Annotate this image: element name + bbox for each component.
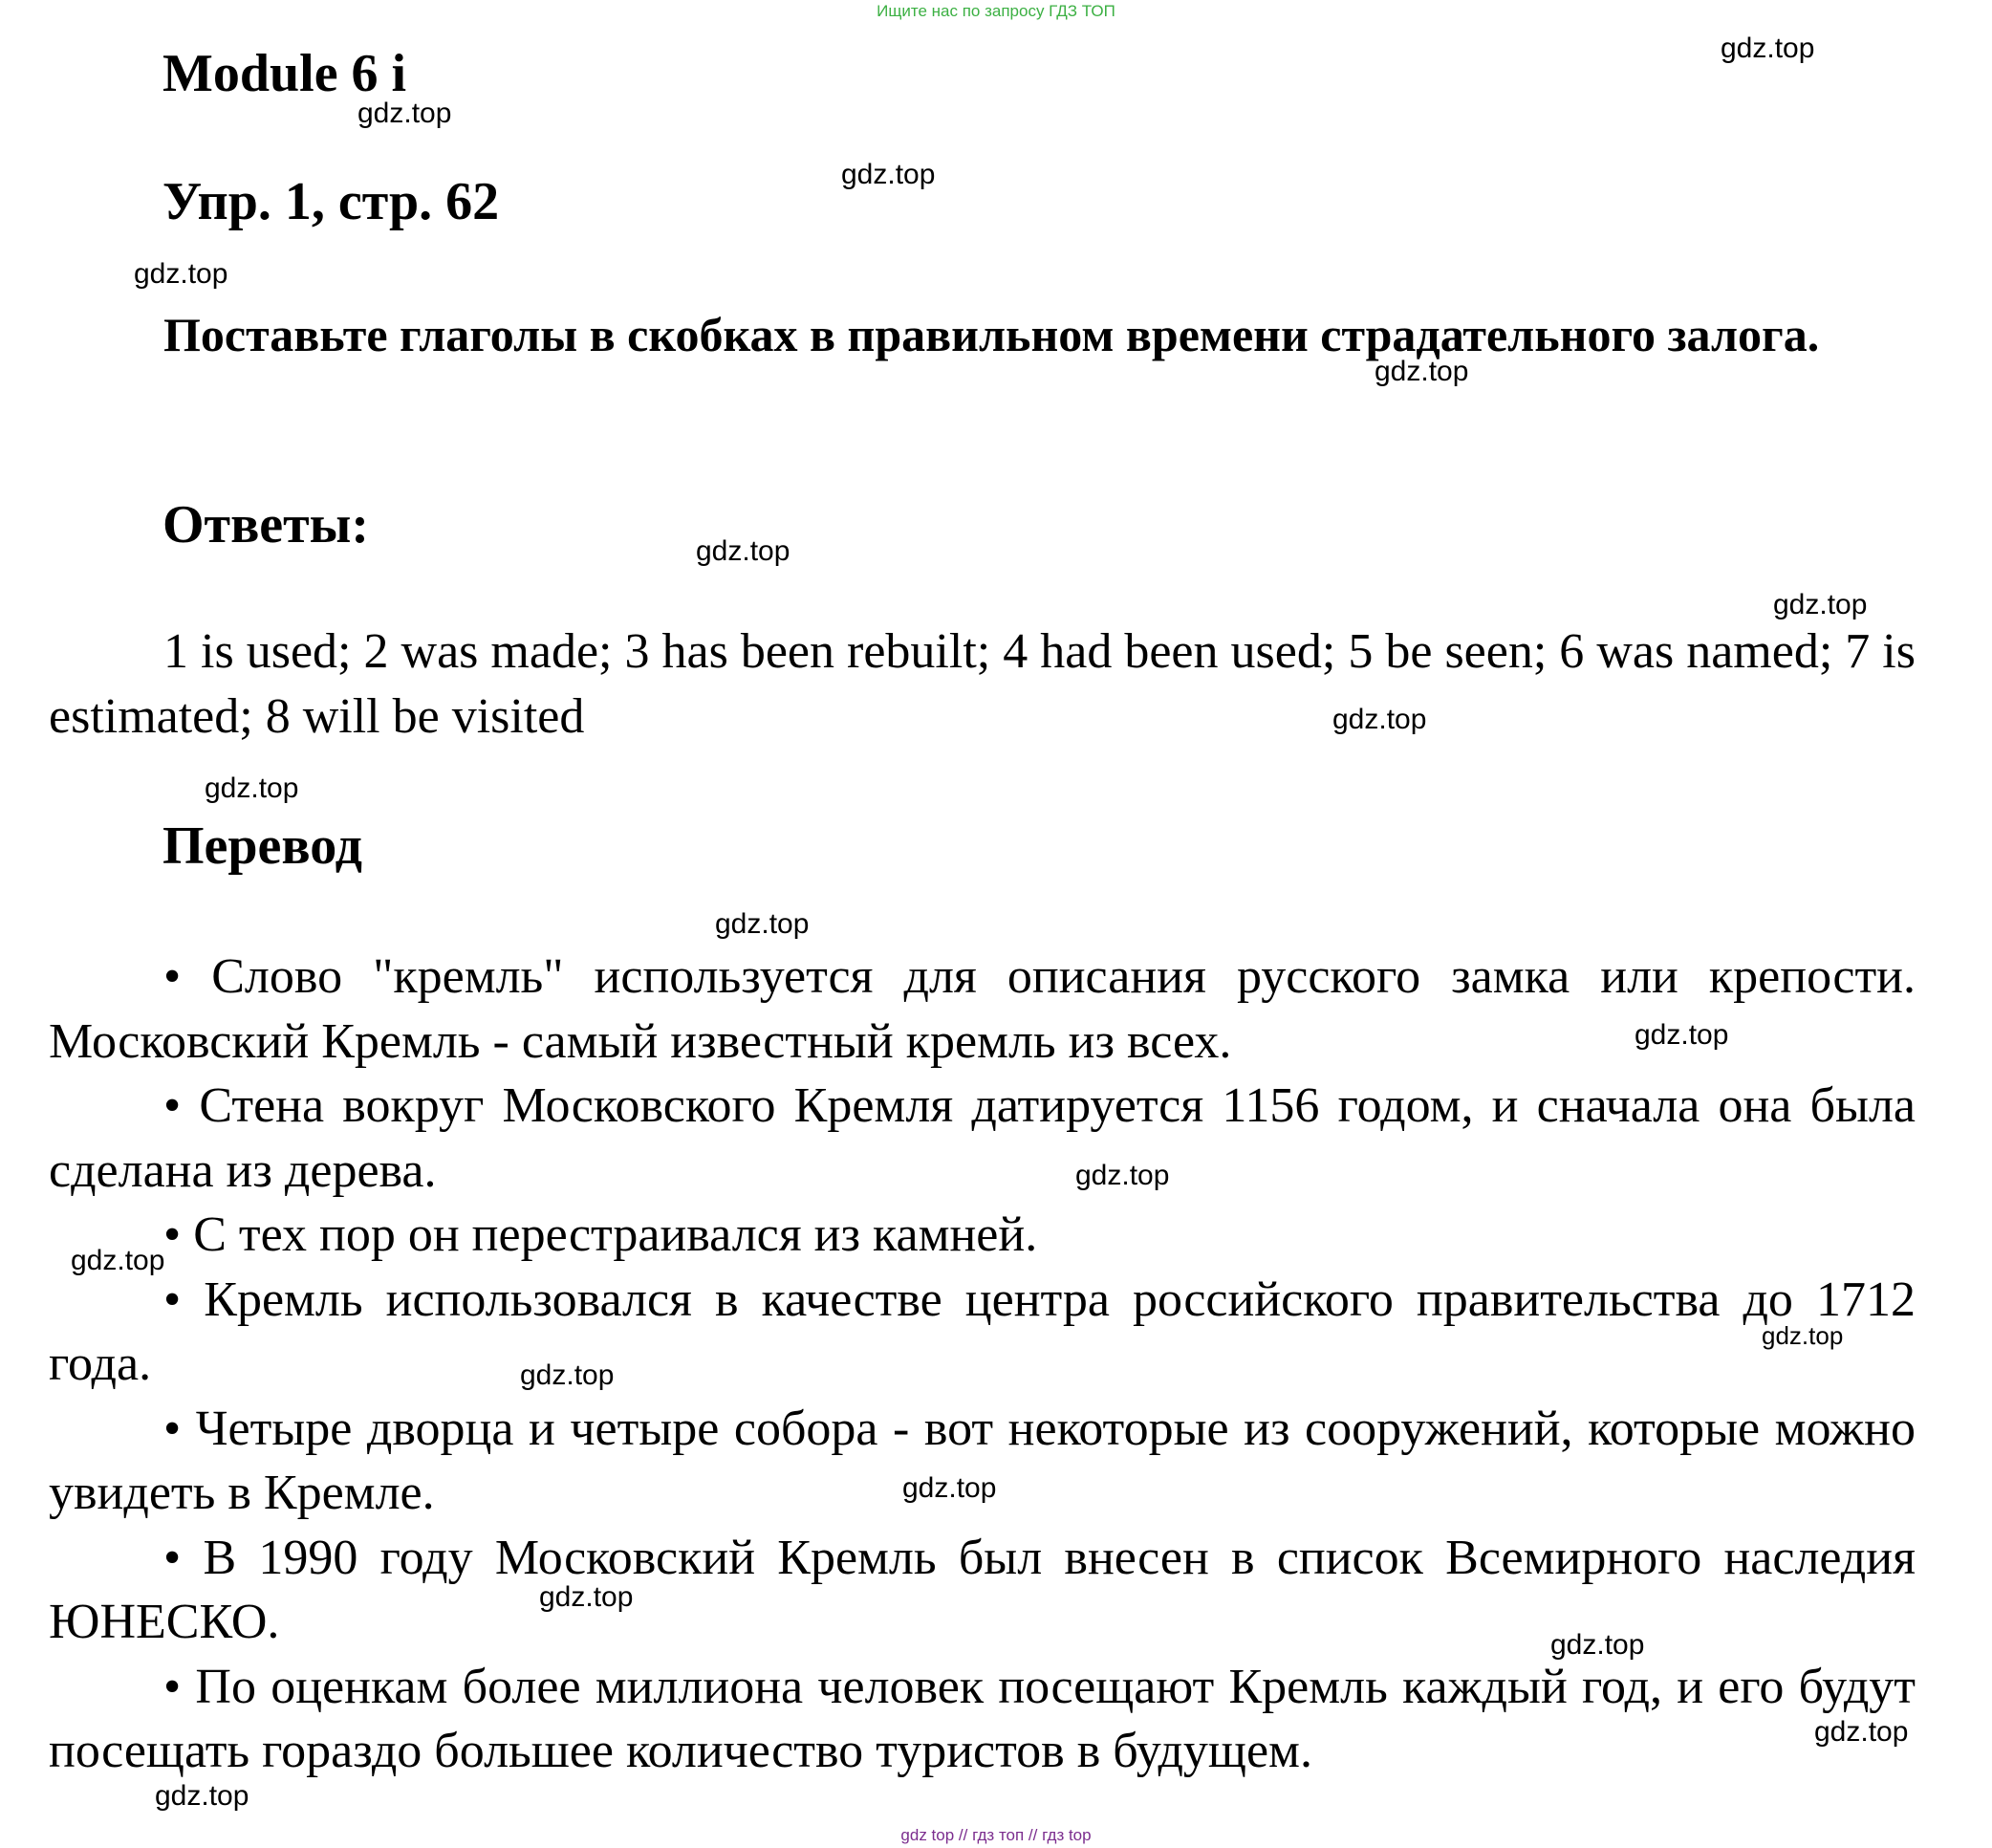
translation-item: • В 1990 году Московский Кремль был внесен в список Всемирного наследия ЮНЕСКО. — [49, 1530, 1916, 1649]
watermark: gdz.top — [696, 535, 790, 567]
translation-item: • С тех пор он перестраивался из камней. — [163, 1207, 1038, 1262]
watermark: gdz.top — [1773, 589, 1868, 620]
translation-item: • Слово "кремль" используется для описания русского замка или крепости. Московский Кремль - самый известный кремль из всех. — [49, 949, 1916, 1069]
module-title: Module 6 i — [162, 44, 407, 103]
watermark: gdz.top — [1550, 1629, 1645, 1661]
exercise-title: Упр. 1, стр. 62 — [162, 172, 500, 231]
watermark: gdz.top — [902, 1472, 997, 1504]
watermark: gdz.top — [1332, 704, 1427, 735]
answers-heading: Ответы: — [162, 495, 370, 554]
watermark: gdz.top — [71, 1245, 165, 1276]
watermark: gdz.top — [715, 908, 810, 940]
watermark: gdz.top — [841, 159, 936, 190]
watermark: gdz.top — [205, 772, 299, 804]
translation-item: • Стена вокруг Московского Кремля датируется 1156 годом, и сначала она была сделана из дерева. — [49, 1078, 1916, 1198]
translation-item: • По оценкам более миллиона человек посещают Кремль каждый год, и его будут посещать гораздо большее количество туристов в будущем. — [49, 1659, 1916, 1778]
translation-item: • Кремль использовался в качестве центра российского правительства до 1712 года. — [49, 1272, 1916, 1391]
watermark: gdz.top — [1635, 1019, 1729, 1051]
watermark: gdz.top — [1762, 1321, 1844, 1350]
watermark: gdz.top — [1375, 356, 1469, 387]
watermark: gdz.top — [520, 1359, 615, 1391]
watermark: gdz.top — [1721, 33, 1815, 64]
watermark: gdz.top — [357, 98, 452, 129]
translation-item: • Четыре дворца и четыре собора - вот некоторые из сооружений, которые можно увидеть в Кремле. — [49, 1401, 1916, 1520]
watermark: gdz.top — [1075, 1160, 1170, 1191]
watermark: gdz.top — [539, 1581, 634, 1613]
task-instruction: Поставьте глаголы в скобках в правильном времени страдательного залога. — [163, 308, 1820, 361]
footer: gdz top // гдз топ // гдз top — [900, 1826, 1092, 1844]
answers-text: 1 is used; 2 was made; 3 has been rebuilt; 4 had been used; 5 be seen; 6 was named; 7 is estimated; 8 will be visited — [49, 624, 1916, 744]
translation-heading: Перевод — [162, 816, 362, 876]
watermark: gdz.top — [155, 1780, 249, 1812]
top-banner: Ищите нас по запросу ГДЗ ТОП — [877, 2, 1115, 20]
watermark: gdz.top — [1814, 1716, 1909, 1748]
watermark: gdz.top — [134, 258, 228, 290]
